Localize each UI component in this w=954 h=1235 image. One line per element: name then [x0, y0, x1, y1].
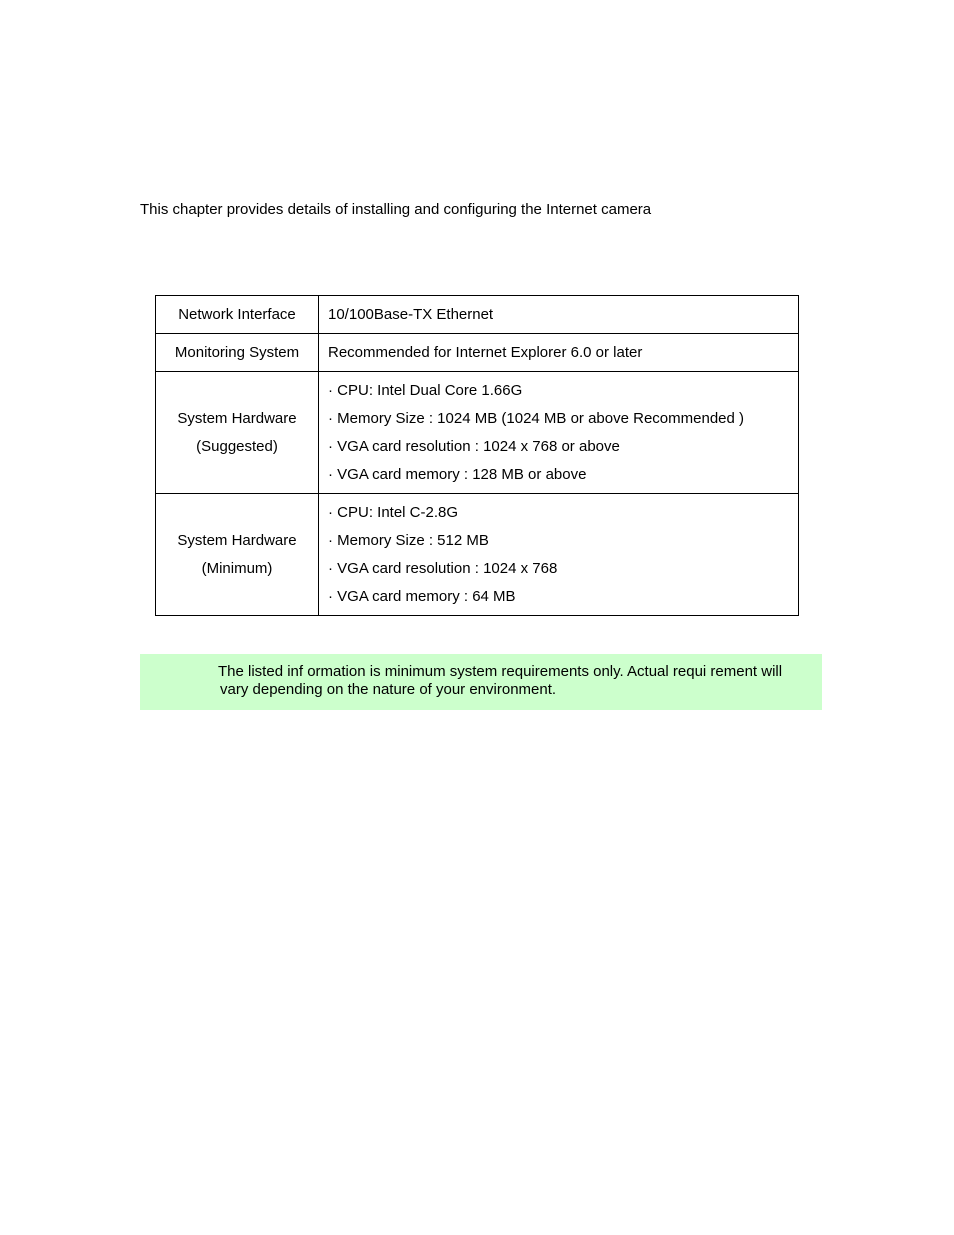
row-value: 10/100Base-TX Ethernet: [328, 305, 494, 323]
spec-item: · VGA card memory : 64 MB: [328, 587, 516, 605]
row-label-cell: [156, 334, 319, 372]
row-label-cell: [156, 494, 319, 616]
table-row: [156, 494, 799, 616]
row-label: System Hardware: [177, 531, 297, 549]
row-value-cell: [319, 372, 799, 494]
table-row: [156, 334, 799, 372]
row-value-cell: [319, 494, 799, 616]
note-line: vary depending on the nature of your environment.: [220, 681, 557, 698]
row-value: Recommended for Internet Explorer 6.0 or later: [328, 343, 643, 361]
table-row: [156, 296, 799, 334]
note-box: [140, 654, 822, 710]
row-label-cell: [156, 372, 319, 494]
spec-item: · VGA card resolution : 1024 x 768 or above: [328, 437, 620, 455]
system-requirements-table: [155, 295, 799, 616]
row-value-cell: [319, 334, 799, 372]
spec-item: · Memory Size : 512 MB: [328, 531, 489, 549]
note-text: [218, 663, 818, 699]
intro-paragraph: This chapter provides details of installing and configuring the Internet camera: [140, 201, 652, 218]
note-line: The listed inf ormation is minimum system requirements only. Actual requi rement will: [218, 663, 783, 680]
row-label-cell: [156, 296, 319, 334]
row-label: System Hardware: [177, 409, 297, 427]
row-label: Monitoring System: [174, 343, 300, 361]
spec-item: · CPU: Intel C-2.8G: [328, 503, 459, 521]
spec-item: · VGA card memory : 128 MB or above: [328, 465, 587, 483]
spec-item: · CPU: Intel Dual Core 1.66G: [328, 381, 523, 399]
table-row: [156, 372, 799, 494]
row-value-cell: [319, 296, 799, 334]
spec-item: · Memory Size : 1024 MB (1024 MB or above Recommended ): [328, 409, 745, 427]
row-label-qualifier: (Suggested): [196, 437, 278, 455]
row-label: Network Interface: [178, 305, 296, 323]
row-label-qualifier: (Minimum): [201, 559, 273, 577]
spec-item: · VGA card resolution : 1024 x 768: [328, 559, 558, 577]
